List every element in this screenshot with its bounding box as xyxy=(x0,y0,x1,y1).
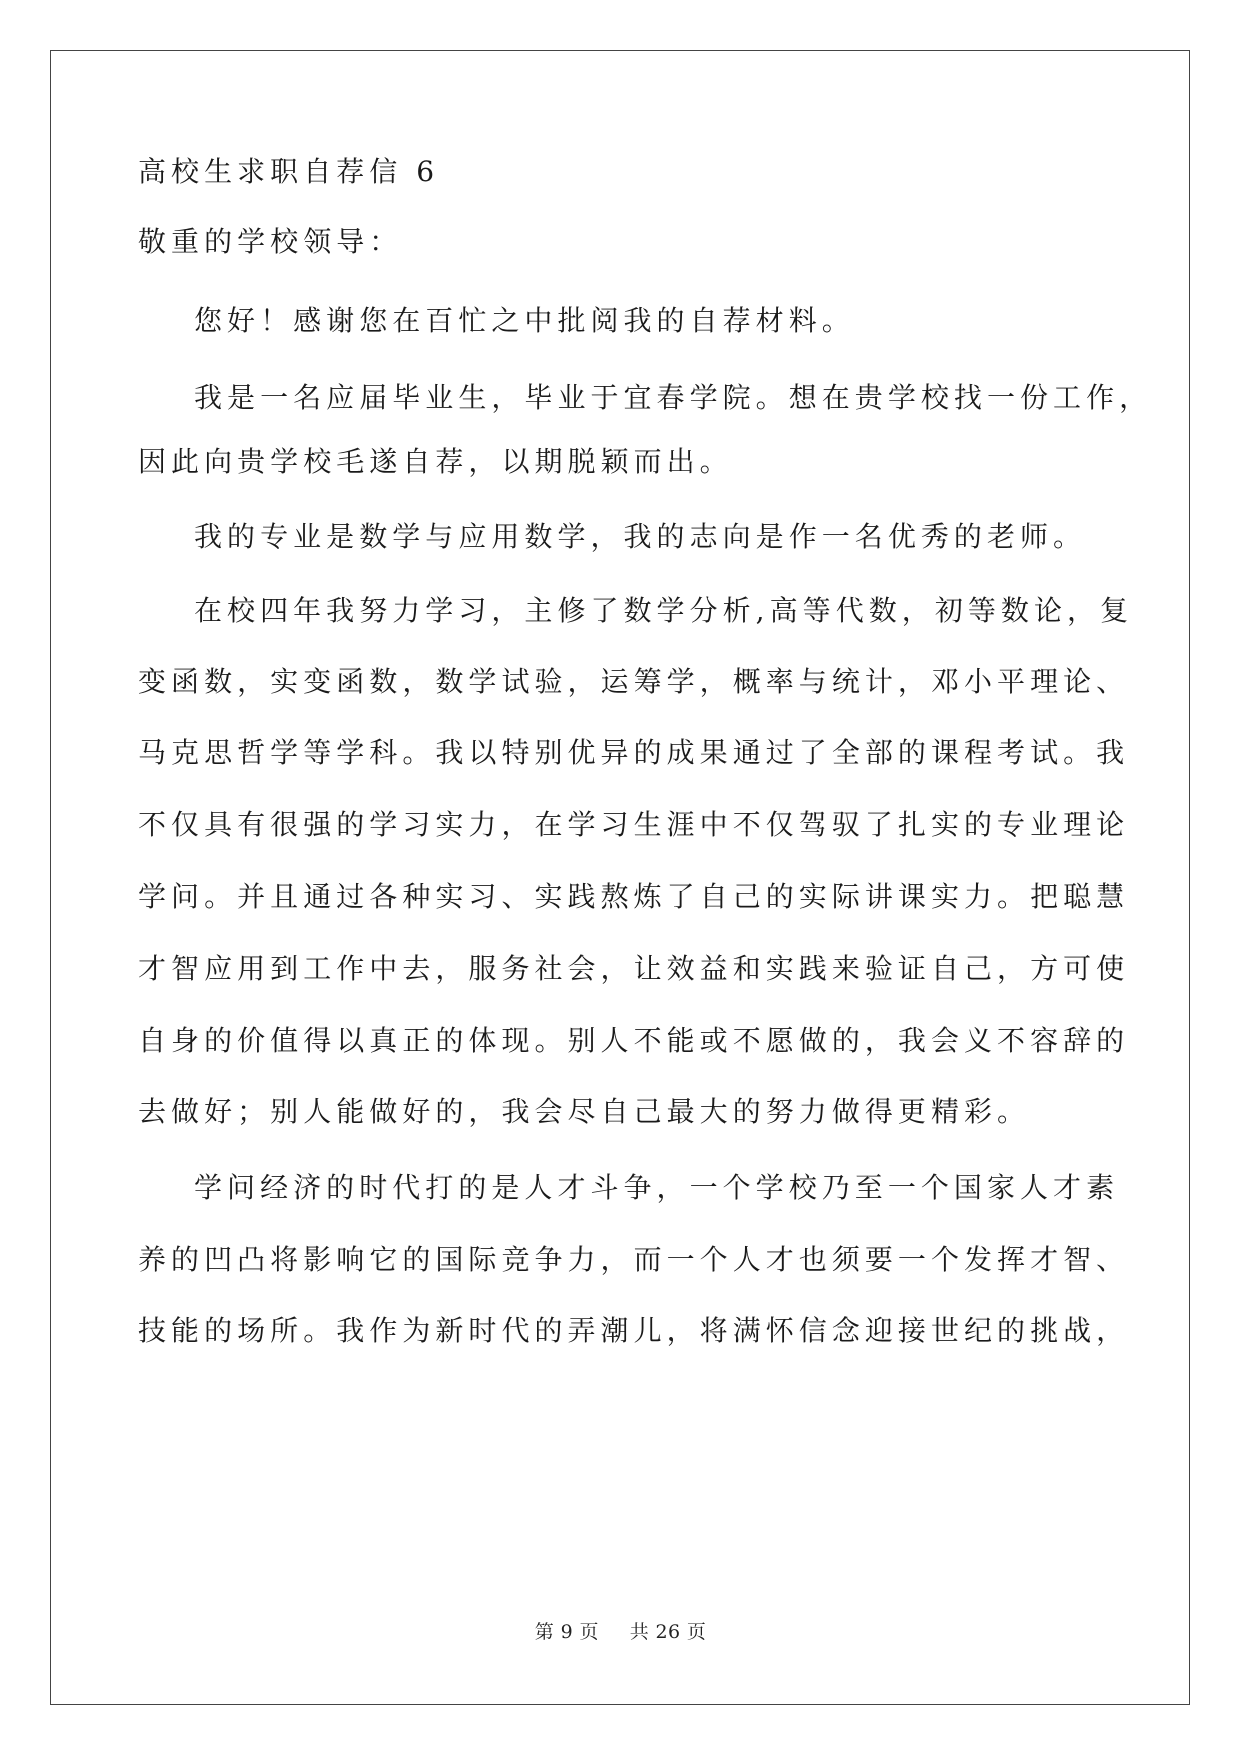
page-footer xyxy=(0,1617,1241,1644)
body-line: 去做好；别人能做好的，我会尽自己最大的努力做得更精彩。 xyxy=(138,1095,1031,1128)
body-line: 养的凹凸将影响它的国际竞争力，而一个人才也须要一个发挥才智、 xyxy=(138,1243,1130,1276)
body-line: 您好！感谢您在百忙之中批阅我的自荐材料。 xyxy=(194,304,855,337)
body-line: 因此向贵学校毛遂自荐，以期脱颖而出。 xyxy=(138,445,733,478)
body-line: 我是一名应届毕业生，毕业于宜春学院。想在贵学校找一份工作， xyxy=(194,381,1153,414)
body-line: 学问经济的时代打的是人才斗争，一个学校乃至一个国家人才素 xyxy=(194,1171,1120,1204)
page-number: 第 9 页 xyxy=(534,1621,599,1643)
body-line: 不仅具有很强的学习实力，在学习生涯中不仅驾驭了扎实的专业理论 xyxy=(138,808,1130,841)
body-line: 变函数，实变函数，数学试验，运筹学，概率与统计，邓小平理论、 xyxy=(138,665,1130,698)
page-total: 共 26 页 xyxy=(629,1621,707,1643)
body-line: 技能的场所。我作为新时代的弄潮儿，将满怀信念迎接世纪的挑战， xyxy=(138,1314,1130,1347)
body-line: 学问。并且通过各种实习、实践熬炼了自己的实际讲课实力。把聪慧 xyxy=(138,880,1130,913)
body-line: 在校四年我努力学习，主修了数学分析,高等代数，初等数论，复 xyxy=(194,594,1134,627)
body-line: 马克思哲学等学科。我以特别优异的成果通过了全部的课程考试。我 xyxy=(138,736,1130,769)
salutation: 敬重的学校领导： xyxy=(138,225,403,258)
document-title: 高校生求职自荐信 6 xyxy=(138,155,440,188)
body-line: 我的专业是数学与应用数学，我的志向是作一名优秀的老师。 xyxy=(194,520,1087,553)
body-line: 才智应用到工作中去，服务社会，让效益和实践来验证自己，方可使 xyxy=(138,952,1130,985)
body-line: 自身的价值得以真正的体现。别人不能或不愿做的，我会义不容辞的 xyxy=(138,1024,1130,1057)
